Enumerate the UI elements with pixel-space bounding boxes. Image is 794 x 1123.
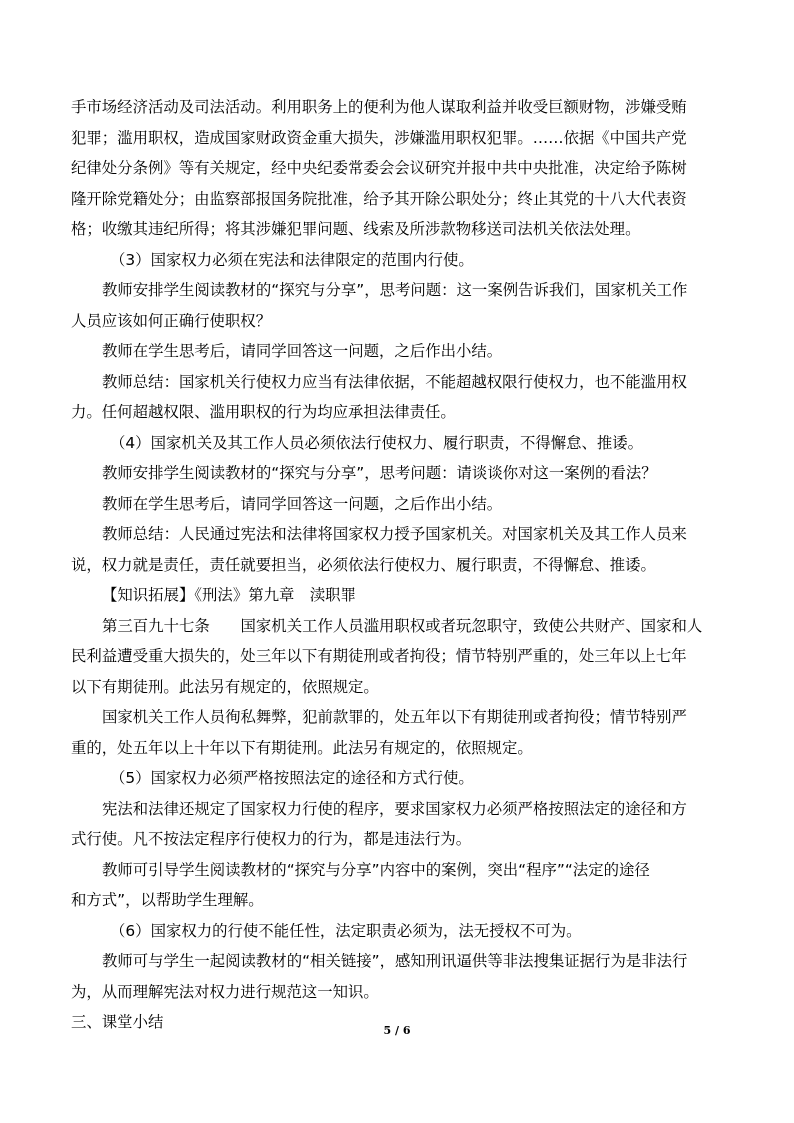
text-line: 国家机关工作人员徇私舞弊，犯前款罪的，处五年以下有期徒刑或者拘役；情节特别严 xyxy=(102,708,687,726)
text-line: 手市场经济活动及司法活动。利用职务上的便利为他人谋取利益并收受巨额财物，涉嫌受贿 xyxy=(71,98,687,116)
document-body xyxy=(71,92,721,1038)
text-line: 为，从而理解宪法对权力进行规范这一知识。 xyxy=(71,982,379,1001)
text-line: 力。任何超越权限、滥用职权的行为均应承担法律责任。 xyxy=(71,403,456,421)
text-line: 犯罪；滥用职权，造成国家财政资金重大损失，涉嫌滥用职权犯罪。……依据《中国共产党 xyxy=(71,128,687,147)
text-line: 三、课堂小结 xyxy=(71,1013,164,1031)
text-line: 第三百九十七条 国家机关工作人员滥用职权或者玩忽职守，致使公共财产、国家和人 xyxy=(102,616,703,635)
text-line: 和方式”，以帮助学生理解。 xyxy=(71,891,264,909)
text-line: 教师可与学生一起阅读教材的“相关链接”，感知刑讯逼供等非法搜集证据行为是非法行 xyxy=(102,952,688,970)
text-line: 纪律处分条例》等有关规定，经中央纪委常委会会议研究并报中共中央批准，决定给予陈树 xyxy=(71,159,687,177)
text-line: 以下有期徒刑。此法另有规定的，依照规定。 xyxy=(71,677,379,696)
text-line: 式行使。凡不按法定程序行使权力的行为，都是违法行为。 xyxy=(71,830,472,848)
text-line: 教师可引导学生阅读教材的“探究与分享”内容中的案例，突出“程序”“法定的途径 xyxy=(102,860,650,879)
text-line: 【知识拓展】《刑法》第九章 渎职罪 xyxy=(102,586,356,604)
text-line: 教师总结：国家机关行使权力应当有法律依据，不能超越权限行使权力，也不能滥用权 xyxy=(102,372,687,391)
text-line: 人员应该如何正确行使职权？ xyxy=(71,311,272,330)
text-line: 教师在学生思考后，请同学回答这一问题，之后作出小结。 xyxy=(102,342,503,360)
text-line: 教师安排学生阅读教材的“探究与分享”，思考问题：这一案例告诉我们，国家机关工作 xyxy=(102,281,688,299)
text-line: （5）国家权力必须严格按照法定的途径和方式行使。 xyxy=(110,769,474,787)
text-line: 教师安排学生阅读教材的“探究与分享”，思考问题：请谈谈你对这一案例的看法？ xyxy=(102,464,657,482)
text-line: 格；收缴其违纪所得；将其涉嫌犯罪问题、线索及所涉款物移送司法机关依法处理。 xyxy=(71,220,641,238)
page-number: 5 / 6 xyxy=(383,1024,411,1037)
text-line: 隆开除党籍处分；由监察部报国务院批准，给予其开除公职处分；终止其党的十八大代表资 xyxy=(71,189,687,208)
text-line: 教师总结：人民通过宪法和法律将国家权力授予国家机关。对国家机关及其工作人员来 xyxy=(102,525,687,543)
text-line: 说，权力就是责任，责任就要担当，必须依法行使权力、履行职责，不得懈怠、推诿。 xyxy=(71,555,656,574)
text-line: 重的，处五年以上十年以下有期徒刑。此法另有规定的，依照规定。 xyxy=(71,738,533,757)
text-line: 民利益遭受重大损失的，处三年以下有期徒刑或者拘役；情节特别严重的，处三年以上七年 xyxy=(71,647,687,665)
text-line: 教师在学生思考后，请同学回答这一问题，之后作出小结。 xyxy=(102,494,503,513)
text-line: （6）国家权力的行使不能任性，法定职责必须为，法无授权不可为。 xyxy=(110,921,582,940)
text-line: 宪法和法律还规定了国家权力行使的程序，要求国家权力必须严格按照法定的途径和方 xyxy=(102,799,687,818)
text-line: （4）国家机关及其工作人员必须依法行使权力、履行职责，不得懈怠、推诿。 xyxy=(110,433,644,452)
text-line: （3）国家权力必须在宪法和法律限定的范围内行使。 xyxy=(110,250,474,269)
